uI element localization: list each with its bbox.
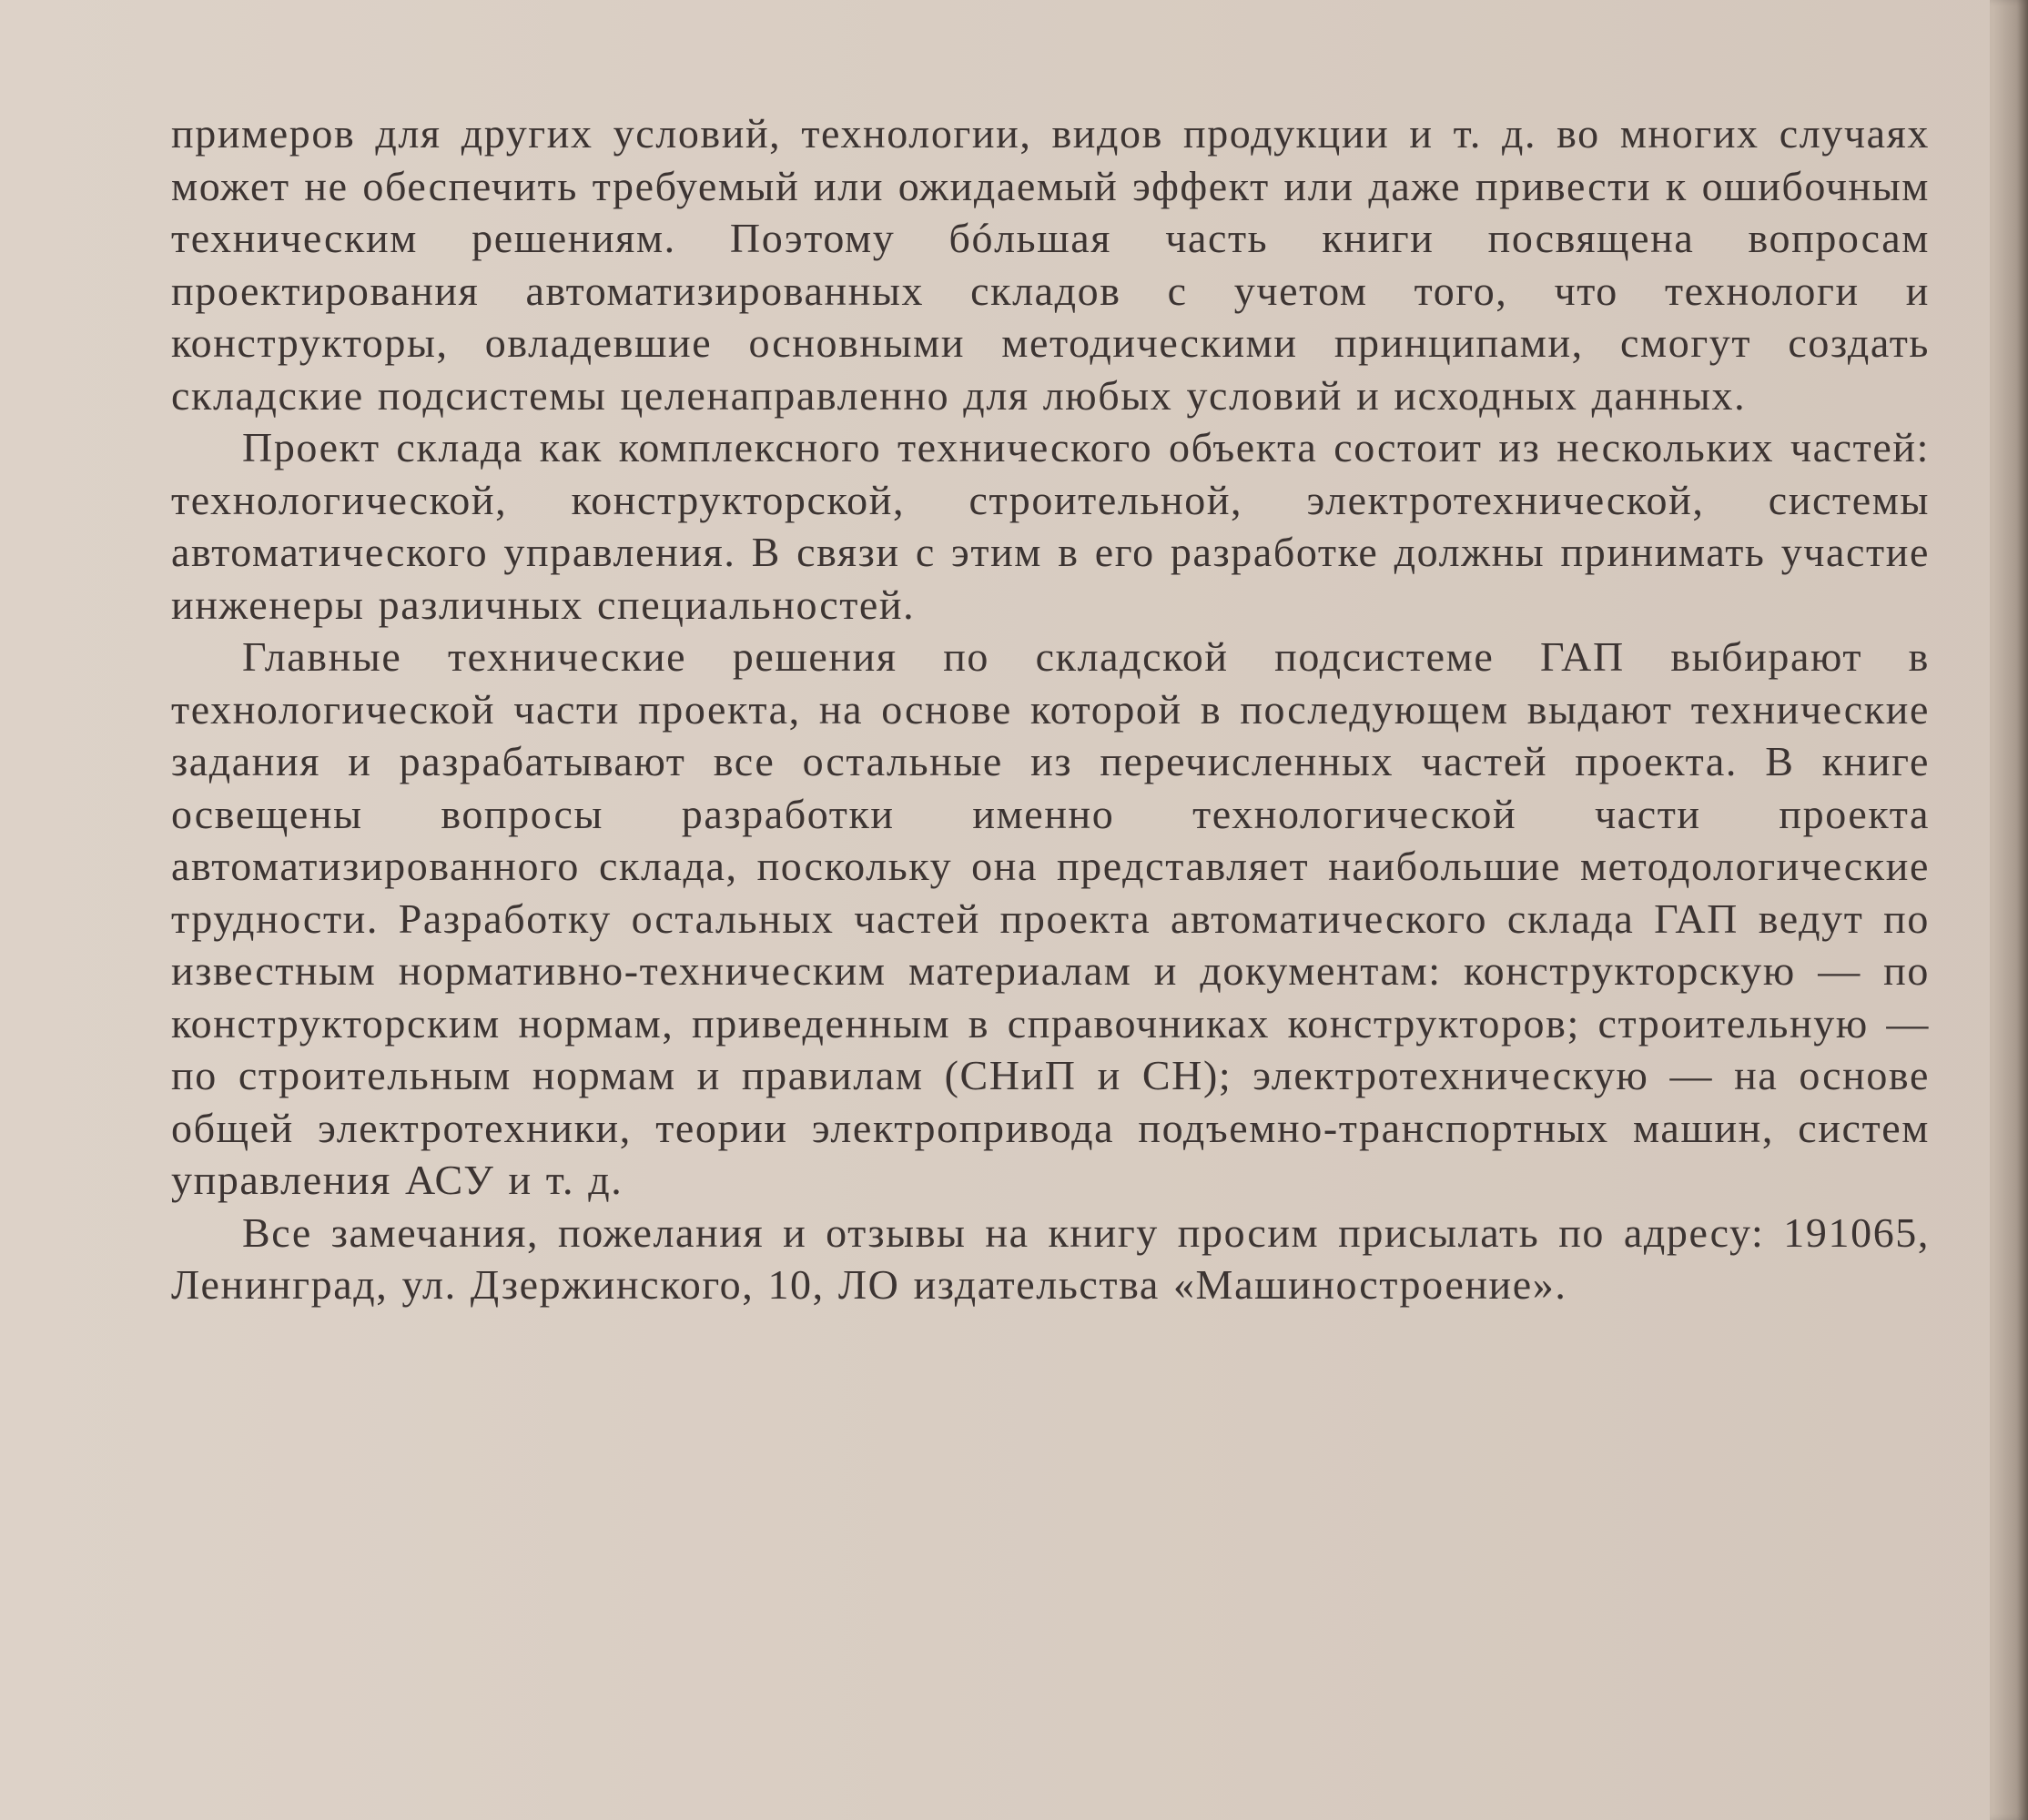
paragraph-4: Все замечания, пожелания и отзывы на книгу просим присылать по адресу: 191065, Ленинград, ул. Дзержинского, 10, ЛО издательства «Машиностроение».: [171, 1208, 1930, 1308]
paragraph-3: Главные технические решения по складской подсистеме ГАП выбирают в технологической части проекта, на основе которой в последующем выдают технические задания и разрабатывают все остальные из перечисленных частей проекта. В книге освещены вопросы разработки именно технологической части проекта автоматизированного склада, поскольку она представляет наибольшие методологические трудности. Разработку остальных частей проекта автоматического склада ГАП ведут по известным нормативно-техническим материалам и документам: конструкторскую — по конструкторским нормам, приведенным в справочниках конструкторов; строительную — по строительным нормам и правилам (СНиП и СН); электротехническую — на основе общей электротехники, теории электропривода подъемно-транспортных машин, систем управления АСУ и т. д.: [171, 633, 1930, 1203]
paragraph-2: Проект склада как комплексного технического объекта состоит из нескольких частей: технологической, конструкторской, строительной, электротехнической, системы автоматического управления. В связи с этим в его разработке должны принимать участие инженеры различных специальностей.: [171, 424, 1930, 628]
page-text: [171, 107, 1930, 1311]
page-edge: [1990, 0, 2028, 1820]
paragraph-1: примеров для других условий, технологии, видов продукции и т. д. во многих случаях может не обеспечить требуемый или ожидаемый эффект или даже привести к ошибочным техническим решениям. Поэтому бóльшая часть книги посвящена вопросам проектирования автоматизированных складов с учетом того, что технологи и конструкторы, овладевшие основными методическими принципами, смогут создать складские подсистемы целенаправленно для любых условий и исходных данных.: [171, 110, 1930, 419]
